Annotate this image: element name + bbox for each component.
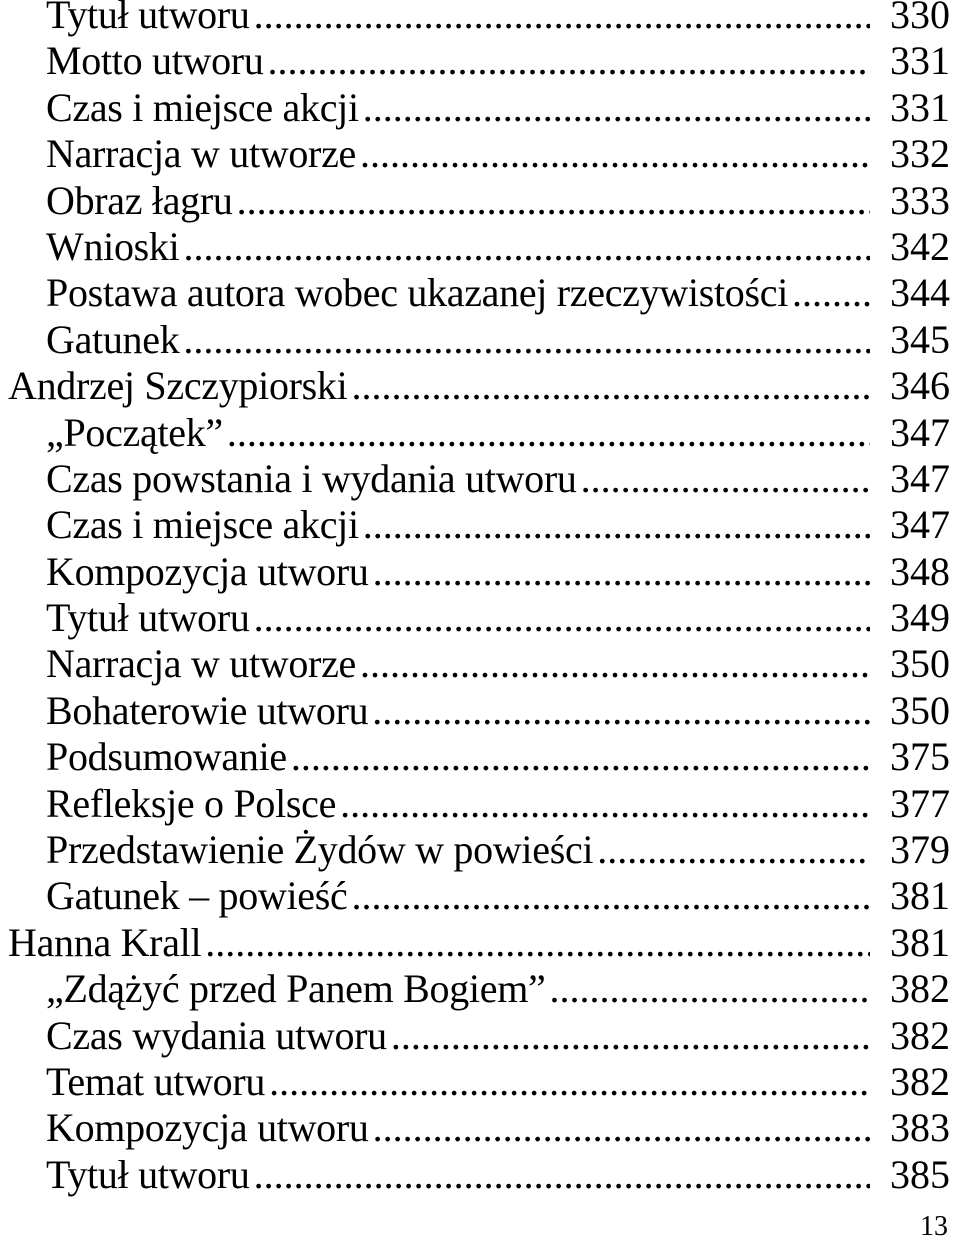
toc-dot-leader (581, 456, 870, 502)
toc-entry (0, 1152, 960, 1198)
toc-dot-leader (183, 224, 870, 270)
toc-dot-leader (291, 734, 870, 780)
toc-entry-page: 333 (890, 177, 950, 223)
toc-entry-title: Refleksje o Polsce (46, 780, 337, 826)
toc-title-with-leader (46, 549, 870, 595)
toc-entry-page: 350 (890, 687, 950, 733)
toc-entry-page: 330 (890, 0, 950, 37)
toc-entry-title: Narracja w utworze (46, 131, 356, 177)
toc-section-entry (0, 363, 960, 409)
toc-title-with-leader (46, 131, 870, 177)
toc-entry-title: Gatunek (46, 316, 180, 362)
toc-entry-page: 345 (890, 316, 950, 362)
toc-title-with-leader (46, 456, 870, 502)
toc-entry-page: 382 (890, 1058, 950, 1104)
toc-entry-title: Obraz łagru (46, 177, 233, 223)
toc-title-with-leader (46, 317, 870, 363)
toc-title-with-leader (46, 1152, 870, 1198)
toc-entry-page: 331 (890, 38, 950, 84)
toc-entry-title: Tytuł utworu (46, 0, 250, 37)
toc-dot-leader (792, 270, 870, 316)
toc-title-with-leader (46, 224, 870, 270)
toc-dot-leader (205, 920, 870, 966)
toc-title-with-leader (8, 920, 870, 966)
toc-entry-title: Czas i miejsce akcji (46, 84, 359, 130)
toc-entry (0, 966, 960, 1012)
toc-title-with-leader (46, 1105, 870, 1151)
toc-title-with-leader (46, 502, 870, 548)
toc-title-with-leader (8, 363, 870, 409)
toc-entry (0, 873, 960, 919)
toc-dot-leader (254, 1152, 870, 1198)
toc-dot-leader (227, 410, 870, 456)
toc-entry-page: 349 (890, 595, 950, 641)
toc-title-with-leader (46, 827, 870, 873)
toc-entry (0, 502, 960, 548)
toc-entry (0, 1105, 960, 1151)
toc-entry (0, 827, 960, 873)
toc-entry-title: „Początek” (46, 409, 223, 455)
toc-entry-page: 377 (890, 780, 950, 826)
toc-entry-title: Podsumowanie (46, 734, 287, 780)
toc-entry-page: 379 (890, 827, 950, 873)
toc-dot-leader (373, 1105, 870, 1151)
toc-entry-title: Czas powstania i wydania utworu (46, 455, 577, 501)
toc-title-with-leader (46, 178, 870, 224)
toc-dot-leader (597, 827, 870, 873)
toc-entry-page: 381 (890, 919, 950, 965)
toc-entry (0, 85, 960, 131)
toc-entry-title: Tytuł utworu (46, 595, 250, 641)
toc-title-with-leader (46, 688, 870, 734)
toc-entry-page: 375 (890, 734, 950, 780)
toc-entry-page: 350 (890, 641, 950, 687)
toc-entry-title: Narracja w utworze (46, 641, 356, 687)
toc-entry (0, 131, 960, 177)
toc-title-with-leader (46, 781, 870, 827)
toc-entry-title: Kompozycja utworu (46, 1105, 369, 1151)
toc-dot-leader (183, 317, 870, 363)
toc-title-with-leader (46, 270, 870, 316)
toc-entry-page: 381 (890, 873, 950, 919)
toc-title-with-leader (46, 734, 870, 780)
toc-section-entry (0, 920, 960, 966)
toc-entry-page: 348 (890, 548, 950, 594)
toc-entry-title: Kompozycja utworu (46, 548, 369, 594)
toc-entry (0, 1013, 960, 1059)
toc-entry (0, 1059, 960, 1105)
toc-entry-title: Postawa autora wobec ukazanej rzeczywistości (46, 270, 789, 316)
toc-entry-title: Czas i miejsce akcji (46, 502, 359, 548)
toc-entry-title: Tytuł utworu (46, 1151, 250, 1197)
toc-entry-title: Przedstawienie Żydów w powieści (46, 827, 594, 873)
page-number: 13 (920, 1211, 948, 1242)
toc-entry (0, 734, 960, 780)
toc-title-with-leader (46, 873, 870, 919)
toc-entry-page: 332 (890, 131, 950, 177)
toc-dot-leader (254, 595, 870, 641)
toc-entry (0, 410, 960, 456)
toc-entry-page: 347 (890, 409, 950, 455)
toc-entry-page: 347 (890, 502, 950, 548)
toc-entry-title: Bohaterowie utworu (46, 687, 369, 733)
toc-entry (0, 549, 960, 595)
toc-entry-page: 382 (890, 966, 950, 1012)
toc-entry-title: „Zdążyć przed Panem Bogiem” (46, 966, 546, 1012)
toc-entry-title: Andrzej Szczypiorski (8, 363, 348, 409)
toc-entry-page: 382 (890, 1012, 950, 1058)
toc-title-with-leader (46, 0, 870, 38)
toc-dot-leader (363, 502, 870, 548)
toc-entry (0, 224, 960, 270)
toc-title-with-leader (46, 410, 870, 456)
toc-entry (0, 456, 960, 502)
toc-entry (0, 595, 960, 641)
toc-entry-title: Wnioski (46, 223, 180, 269)
toc-dot-leader (254, 0, 870, 38)
toc-entry-page: 344 (890, 270, 950, 316)
toc-entry (0, 0, 960, 38)
toc-dot-leader (269, 1059, 870, 1105)
toc-title-with-leader (46, 641, 870, 687)
toc-entry (0, 688, 960, 734)
toc-entry (0, 781, 960, 827)
toc-dot-leader (373, 549, 870, 595)
toc-dot-leader (268, 38, 870, 84)
toc-entry-page: 385 (890, 1151, 950, 1197)
toc-entry (0, 38, 960, 84)
toc-title-with-leader (46, 1059, 870, 1105)
toc-dot-leader (391, 1013, 870, 1059)
toc-entry (0, 317, 960, 363)
toc-entry-title: Motto utworu (46, 38, 264, 84)
toc-title-with-leader (46, 38, 870, 84)
toc-entry-page: 331 (890, 84, 950, 130)
toc-entry (0, 178, 960, 224)
toc-title-with-leader (46, 1013, 870, 1059)
toc-dot-leader (360, 131, 870, 177)
toc-dot-leader (549, 966, 870, 1012)
toc-dot-leader (372, 688, 870, 734)
toc-dot-leader (340, 781, 870, 827)
toc-entry (0, 270, 960, 316)
toc-entry-title: Gatunek – powieść (46, 873, 348, 919)
toc-entry-title: Hanna Krall (8, 919, 202, 965)
toc-title-with-leader (46, 85, 870, 131)
toc-entry-title: Temat utworu (46, 1058, 266, 1104)
toc-dot-leader (360, 641, 870, 687)
toc-dot-leader (363, 85, 870, 131)
toc-entry-page: 347 (890, 455, 950, 501)
toc-entry (0, 641, 960, 687)
toc-dot-leader (237, 178, 870, 224)
toc-entry-title: Czas wydania utworu (46, 1012, 387, 1058)
toc-title-with-leader (46, 595, 870, 641)
toc-entry-page: 342 (890, 223, 950, 269)
toc-entry-page: 346 (890, 363, 950, 409)
toc-dot-leader (351, 363, 870, 409)
toc-entry-page: 383 (890, 1105, 950, 1151)
toc-dot-leader (351, 873, 870, 919)
toc-title-with-leader (46, 966, 870, 1012)
